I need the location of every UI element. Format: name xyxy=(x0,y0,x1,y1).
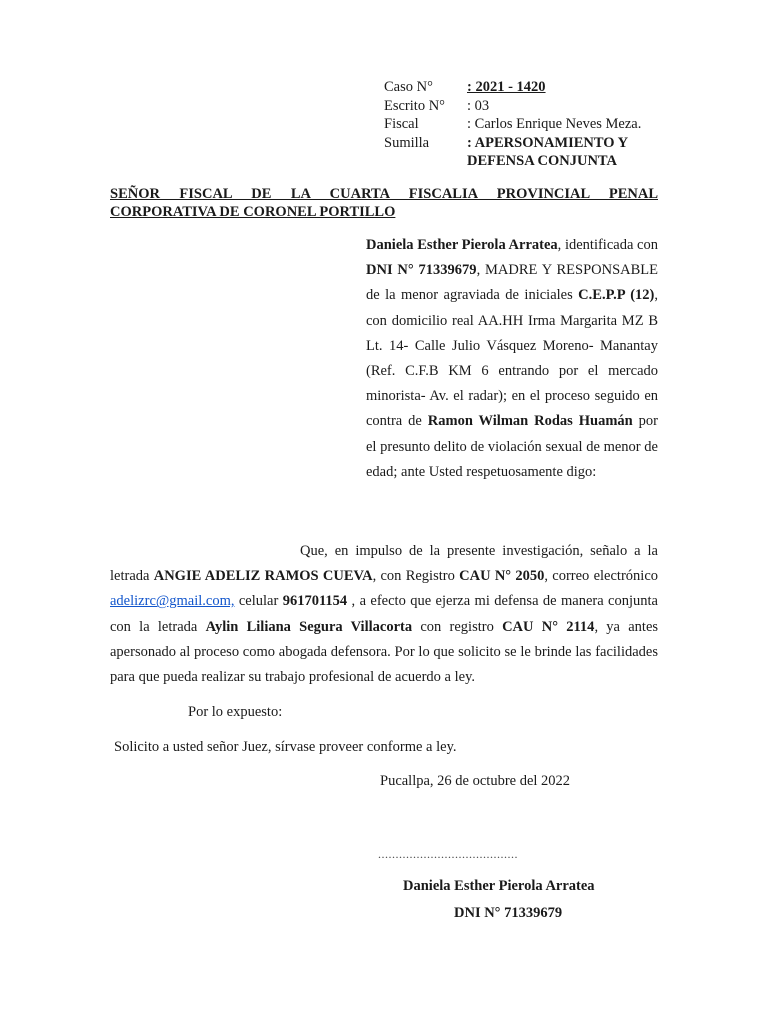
petitioner-dni: DNI N° 71339679 xyxy=(366,262,477,279)
case-number-label: Caso N° xyxy=(384,79,433,95)
summary-row-2 xyxy=(384,152,684,171)
intro-paragraph xyxy=(366,233,658,485)
body-text-1: Que, en impulso de la presente investigación, señalo a la letrada xyxy=(110,543,658,585)
body-text-7: , ya antes apersonado al proceso como abogada defensora. Por lo que solicito se le brinde las facilidades para que pueda realizar su trabajo profesional de acuerdo a ley. xyxy=(110,618,659,686)
filing-number-row xyxy=(384,97,684,116)
lawyer1-name: ANGIE ADELIZ RAMOS CUEVA xyxy=(153,568,373,585)
intro-text-1: , identificada con xyxy=(557,237,658,253)
case-header xyxy=(384,78,684,171)
case-number-value: : 2021 - 1420 xyxy=(467,79,546,95)
body-text-3: , correo electrónico xyxy=(544,568,658,585)
body-text-5: , a efecto que ejerza mi defensa de manera conjunta con la letrada xyxy=(110,593,658,635)
lawyer2-name: Aylin Liliana Segura Villacorta xyxy=(205,618,413,635)
minor-initials: C.E.P.P (12) xyxy=(578,287,655,304)
addressee-line2: CORPORATIVA DE CORONEL PORTILLO xyxy=(110,204,396,220)
prosecutor-row xyxy=(384,115,684,134)
lawyer1-cau: CAU N° 2050 xyxy=(459,568,545,585)
body-text-2: , con Registro xyxy=(372,568,460,585)
prosecutor-value: : Carlos Enrique Neves Meza. xyxy=(467,116,642,132)
phone-number: 961701154 xyxy=(282,593,348,610)
addressee xyxy=(110,185,658,221)
addressee-line1: SEÑOR FISCAL DE LA CUARTA FISCALIA PROVINCIAL PENAL xyxy=(110,186,658,202)
email-link[interactable]: adelizrc@gmail.com, xyxy=(110,593,235,610)
summary-row xyxy=(384,134,684,153)
place-date: Pucallpa, 26 de octubre del 2022 xyxy=(380,773,571,789)
signer-name: Daniela Esther Pierola Arratea xyxy=(403,878,595,894)
intro-text-2: , MADRE Y RESPONSABLE de la menor agraviada de iniciales xyxy=(366,262,659,304)
filing-number-value: : 03 xyxy=(467,97,490,114)
filing-number-label: Escrito N° xyxy=(384,97,445,114)
petitioner-name: Daniela Esther Pierola Arratea xyxy=(366,237,558,253)
accused-name: Ramon Wilman Rodas Huamán xyxy=(427,413,633,430)
body-text-4: celular xyxy=(234,593,283,610)
summary-label: Sumilla xyxy=(384,134,430,151)
body-text-6: con registro xyxy=(412,618,503,635)
body-paragraph xyxy=(110,539,658,690)
intro-text-4: por el presunto delito de violación sexual de menor de edad; ante Usted respetuosamente digo: xyxy=(366,413,658,480)
summary-value: : APERSONAMIENTO Y xyxy=(467,134,629,151)
lawyer2-cau: CAU N° 2114 xyxy=(502,618,595,635)
signature-line: ........................................ xyxy=(378,847,518,861)
request-line: Solicito a usted señor Juez, sírvase proveer conforme a ley. xyxy=(114,739,457,755)
summary-value-line2: DEFENSA CONJUNTA xyxy=(467,153,617,169)
por-lo-expuesto: Por lo expuesto: xyxy=(188,704,283,720)
prosecutor-label: Fiscal xyxy=(384,116,419,132)
signer-dni: DNI N° 71339679 xyxy=(454,905,563,921)
case-number-row xyxy=(384,78,684,97)
intro-text-3: , con domicilio real AA.HH Irma Margarita MZ B Lt. 14- Calle Julio Vásquez Moreno- Manantay (Ref. C.F.B KM 6 entrando por el mercado minorista- Av. el radar); en el proceso seguido en contra de xyxy=(366,287,658,430)
